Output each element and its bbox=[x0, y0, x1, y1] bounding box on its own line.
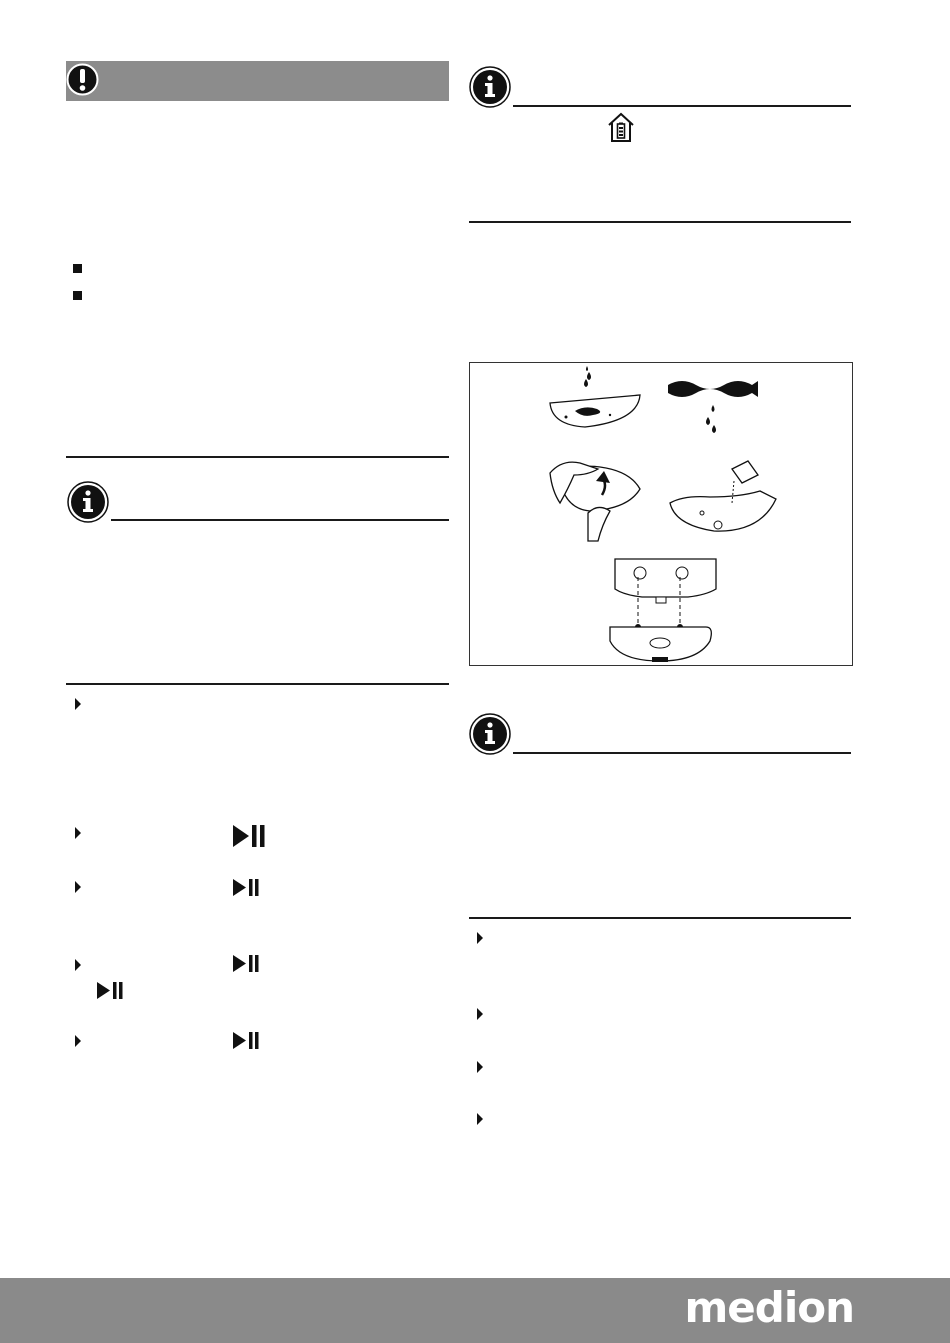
triangle-step-icon bbox=[75, 698, 81, 710]
play-pause-icon bbox=[233, 955, 260, 972]
triangle-step-icon bbox=[75, 959, 81, 971]
play-pause-icon bbox=[97, 982, 124, 999]
section-rule bbox=[66, 456, 449, 458]
triangle-step-icon bbox=[477, 1061, 483, 1073]
play-pause-icon bbox=[233, 1032, 260, 1049]
info-icon bbox=[469, 713, 511, 755]
triangle-step-icon bbox=[75, 1035, 81, 1047]
home-battery-icon bbox=[606, 112, 636, 144]
triangle-step-icon bbox=[477, 1113, 483, 1125]
square-bullet-icon bbox=[73, 291, 82, 300]
mop-installation-illustration bbox=[469, 362, 853, 666]
triangle-step-icon bbox=[477, 932, 483, 944]
caution-header-bar bbox=[66, 61, 449, 101]
play-pause-icon bbox=[233, 879, 260, 896]
play-pause-icon bbox=[233, 825, 266, 847]
triangle-step-icon bbox=[477, 1008, 483, 1020]
section-rule bbox=[469, 221, 851, 223]
triangle-step-icon bbox=[75, 881, 81, 893]
exclamation-icon bbox=[66, 63, 99, 96]
illustration-drawing bbox=[470, 363, 852, 665]
info-rule bbox=[111, 519, 449, 521]
triangle-step-icon bbox=[75, 827, 81, 839]
section-rule bbox=[66, 683, 449, 685]
section-rule bbox=[469, 917, 851, 919]
square-bullet-icon bbox=[73, 264, 82, 273]
info-rule bbox=[513, 105, 851, 107]
info-icon bbox=[67, 481, 109, 523]
info-icon bbox=[469, 66, 511, 108]
medion-logo: medion bbox=[684, 1283, 854, 1332]
info-rule bbox=[513, 752, 851, 754]
